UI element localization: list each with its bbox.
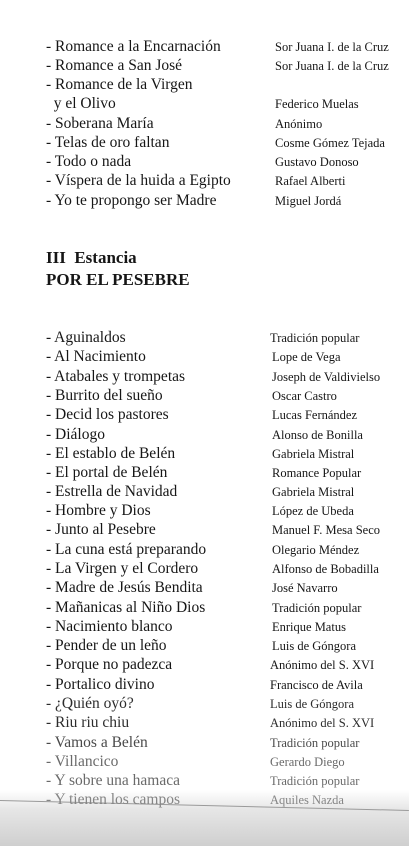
poem-title: - Y tienen los campos — [46, 791, 181, 808]
poem-author: Alonso de Bonilla — [272, 428, 363, 442]
poem-title: - Al Nacimiento — [46, 348, 146, 365]
section-subheading: POR EL PESEBRE — [46, 270, 190, 289]
list-item — [0, 347, 409, 367]
poem-author: Olegario Méndez — [272, 543, 360, 557]
list-item — [0, 540, 409, 560]
list-item — [0, 713, 409, 733]
poem-title: - Yo te propongo ser Madre — [46, 192, 217, 209]
poem-title: - Todo o nada — [46, 153, 132, 170]
poem-title: - Porque no padezca — [46, 656, 173, 673]
list-item — [0, 578, 409, 598]
list-item — [0, 152, 409, 172]
poem-author: Manuel F. Mesa Seco — [272, 523, 381, 537]
poem-title: y el Olivo — [46, 95, 116, 112]
list-item — [0, 133, 409, 153]
poem-title: - Junto al Pesebre — [46, 521, 156, 538]
poem-title: - El portal de Belén — [46, 464, 168, 481]
poem-author: Lucas Fernández — [272, 408, 358, 422]
poem-title: - Pender de un leño — [46, 637, 167, 654]
poem-author: Gabriela Mistral — [272, 485, 355, 499]
poem-title: - La Virgen y el Cordero — [46, 560, 199, 577]
poem-author: Francisco de Avila — [270, 678, 363, 692]
poem-author: Aquiles Nazda — [270, 793, 344, 807]
poem-author: Enrique Matus — [272, 620, 346, 634]
poem-author: Luis de Góngora — [270, 697, 355, 711]
list-item — [0, 675, 409, 695]
poem-author: Gustavo Donoso — [275, 155, 359, 169]
list-item — [0, 617, 409, 637]
list-item — [0, 191, 409, 211]
poem-author: Anónimo del S. XVI — [270, 716, 375, 730]
poem-author: Alfonso de Bobadilla — [272, 562, 379, 576]
list-item — [0, 405, 409, 425]
poem-title: - ¿Quién oyó? — [46, 695, 134, 712]
poem-title: - Diálogo — [46, 426, 105, 443]
list-item — [0, 37, 409, 57]
poem-author: Tradición popular — [270, 331, 360, 345]
list-item — [0, 171, 409, 191]
poem-author: Joseph de Valdivielso — [272, 370, 381, 384]
poem-author: Tradición popular — [270, 774, 360, 788]
poem-title: - La cuna está preparando — [46, 541, 207, 558]
list-item — [0, 328, 409, 348]
poem-title: - Estrella de Navidad — [46, 483, 178, 500]
poem-author: Oscar Castro — [272, 389, 337, 403]
list-item — [0, 94, 409, 114]
poem-author: Anónimo — [275, 117, 323, 131]
list-item — [0, 463, 409, 483]
poem-author: Anónimo del S. XVI — [270, 658, 375, 672]
list-item — [0, 367, 409, 387]
list-item — [0, 636, 409, 656]
list-item — [0, 520, 409, 540]
list-item — [0, 559, 409, 579]
poem-title: - Decid los pastores — [46, 406, 169, 423]
list-item — [0, 482, 409, 502]
poem-author: Sor Juana I. de la Cruz — [275, 59, 389, 73]
poem-author: Cosme Gómez Tejada — [275, 136, 385, 150]
list-item — [0, 694, 409, 714]
list-item — [0, 501, 409, 521]
poem-author: José Navarro — [272, 581, 338, 595]
list-item — [0, 771, 409, 791]
poem-title: - Soberana María — [46, 115, 154, 132]
poem-title: - Riu riu chiu — [46, 714, 130, 731]
poem-author: Tradición popular — [270, 736, 360, 750]
poem-title: - Aguinaldos — [46, 329, 126, 346]
list-item — [0, 75, 409, 95]
poem-title: - El establo de Belén — [46, 445, 176, 462]
poem-title: - Burrito del sueño — [46, 387, 163, 404]
list-item — [0, 790, 409, 810]
poem-author: Gerardo Diego — [270, 755, 345, 769]
list-item — [0, 752, 409, 772]
poem-author: Sor Juana I. de la Cruz — [275, 40, 389, 54]
list-item — [0, 56, 409, 76]
poem-author: Romance Popular — [272, 466, 362, 480]
poem-author: Tradición popular — [272, 601, 362, 615]
poem-title: - Romance de la Virgen — [46, 76, 193, 93]
poem-title: - Telas de oro faltan — [46, 134, 170, 151]
poem-author: Rafael Alberti — [275, 174, 346, 188]
poem-title: - Romance a la Encarnación — [46, 38, 221, 55]
poem-title: - Mañanicas al Niño Dios — [46, 599, 206, 616]
poem-author: Gabriela Mistral — [272, 447, 355, 461]
list-item — [0, 598, 409, 618]
poem-author: Lope de Vega — [272, 350, 341, 364]
poem-title: - Portalico divino — [46, 676, 155, 693]
poem-title: - Y sobre una hamaca — [46, 772, 180, 789]
list-item — [0, 114, 409, 134]
list-item — [0, 425, 409, 445]
poem-title: - Vamos a Belén — [46, 734, 148, 751]
poem-title: - Romance a San José — [46, 57, 183, 74]
poem-author: López de Ubeda — [272, 504, 354, 518]
list-item — [0, 386, 409, 406]
poem-author: Luis de Góngora — [272, 639, 357, 653]
list-item — [0, 655, 409, 675]
section-heading: III Estancia — [46, 248, 137, 267]
poem-title: - Víspera de la huida a Egipto — [46, 172, 231, 189]
poem-title: - Atabales y trompetas — [46, 368, 186, 385]
poem-title: - Madre de Jesús Bendita — [46, 579, 203, 596]
poem-title: - Nacimiento blanco — [46, 618, 173, 635]
poem-author: Miguel Jordá — [275, 194, 342, 208]
list-item — [0, 444, 409, 464]
poem-author: Federico Muelas — [275, 97, 359, 111]
poem-title: - Villancico — [46, 753, 119, 770]
poem-title: - Hombre y Dios — [46, 502, 151, 519]
list-item — [0, 733, 409, 753]
